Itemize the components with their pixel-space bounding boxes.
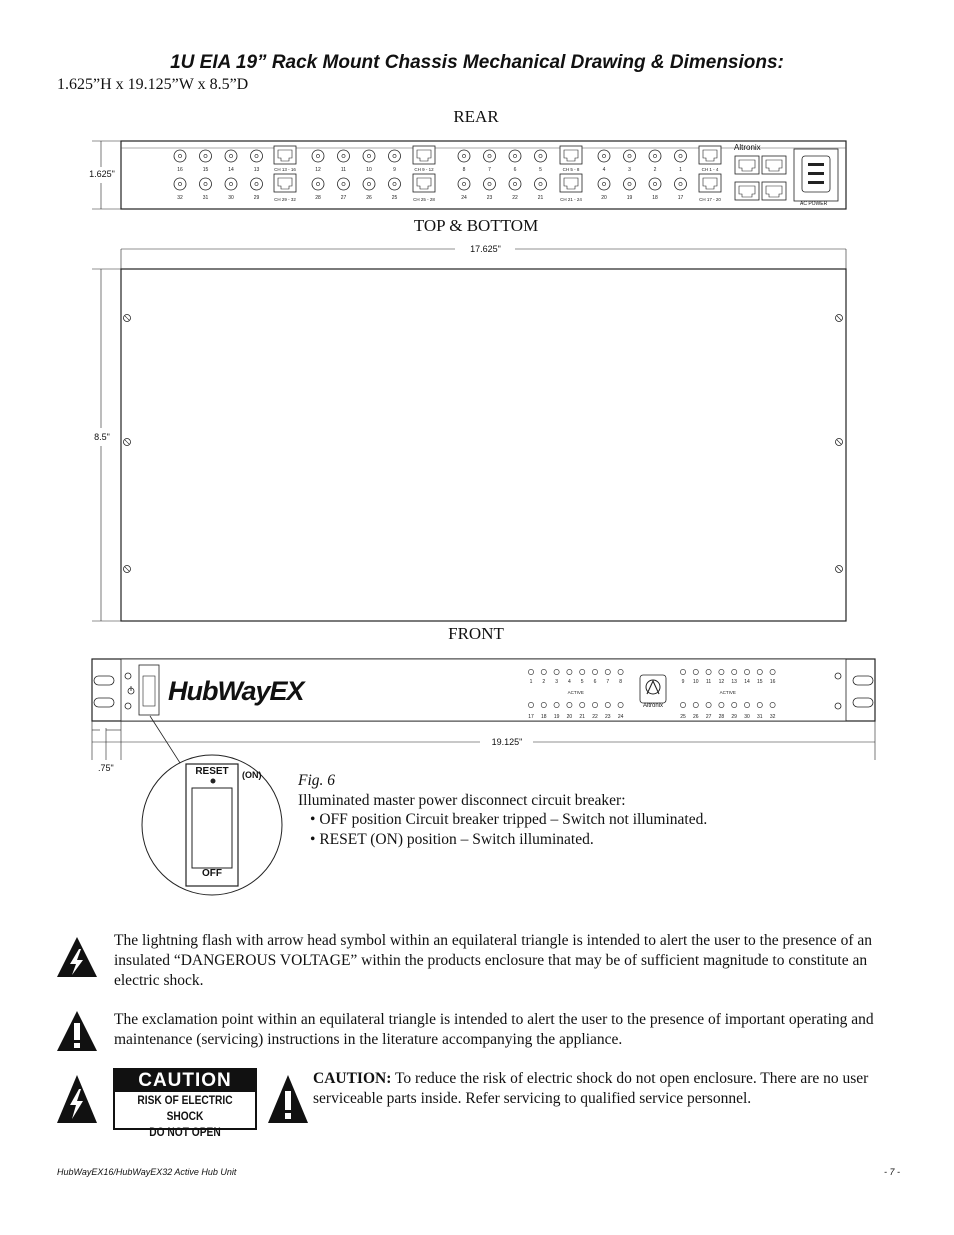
led-indicator — [732, 669, 737, 674]
bnc-connector-icon — [200, 150, 212, 162]
bnc-connector-icon — [458, 178, 470, 190]
caution-label-box — [113, 1068, 257, 1139]
bnc-connector-icon — [200, 178, 212, 190]
led-indicator — [770, 702, 775, 707]
led-indicator — [580, 702, 585, 707]
led-indicator — [541, 702, 546, 707]
bnc-connector-icon — [675, 150, 687, 162]
led-indicator — [567, 702, 572, 707]
port-number: 14 — [228, 167, 234, 173]
led-number: 22 — [592, 714, 598, 720]
port-number: 22 — [512, 195, 518, 201]
port-number: 31 — [202, 195, 209, 201]
led-indicator — [618, 669, 623, 674]
depth-dim: 8.5" — [94, 432, 110, 442]
led-number: 10 — [693, 679, 699, 685]
bnc-connector-icon — [624, 178, 636, 190]
port-number: 19 — [626, 195, 633, 201]
led-indicator — [541, 669, 546, 674]
led-indicator — [680, 702, 685, 707]
bnc-connector-icon — [458, 150, 470, 162]
led-number: 21 — [579, 714, 585, 720]
port-number: 32 — [177, 195, 183, 201]
led-number: 28 — [718, 714, 725, 720]
port-number: 4 — [602, 167, 606, 173]
figure-caption — [298, 771, 858, 849]
led-number: 12 — [718, 679, 725, 685]
port-number: 2 — [653, 167, 657, 173]
bnc-connector-icon — [598, 178, 610, 190]
reset-label: RESET — [195, 766, 229, 777]
rear-label: REAR — [453, 107, 499, 126]
led-number: 19 — [553, 714, 560, 720]
led-number: 20 — [566, 714, 573, 720]
led-indicator — [592, 702, 597, 707]
bnc-connector-icon — [484, 150, 496, 162]
bnc-connector-icon — [509, 178, 521, 190]
rj-channel-label: CH 5 - 8 — [562, 167, 580, 172]
port-number: 24 — [461, 195, 467, 201]
rear-brand: Altronix — [734, 143, 761, 152]
front-width-dim: 19.125" — [491, 737, 523, 747]
led-indicator — [744, 702, 749, 707]
bnc-connector-icon — [174, 178, 186, 190]
led-number: 27 — [705, 714, 712, 720]
lightning-warning-text: The lightning flash with arrow head symbol within an equilateral triangle is intended to alert the user to the presence of an insulated “DANGEROUS VOLTAGE” within the products enclosure that may be of sufficient magnitude to constitute an electric shock. — [114, 932, 872, 989]
port-number: 13 — [253, 167, 260, 173]
led-indicator — [757, 702, 762, 707]
led-indicator — [592, 669, 597, 674]
led-indicator — [719, 702, 724, 707]
hubwayex-logo: HubWayEX — [168, 676, 304, 706]
led-number: 31 — [757, 714, 763, 720]
led-number: 3 — [555, 679, 558, 685]
led-indicator — [693, 702, 698, 707]
bnc-connector-icon — [649, 178, 661, 190]
port-number: 8 — [462, 167, 466, 173]
active-label: ACTIVE — [567, 690, 584, 695]
led-indicator — [680, 669, 685, 674]
led-indicator — [693, 669, 698, 674]
bnc-connector-icon — [363, 150, 375, 162]
off-label: OFF — [202, 868, 222, 879]
bullet-off: • OFF position Circuit breaker tripped – Switch not illuminated. — [310, 810, 858, 830]
bnc-connector-icon — [675, 178, 687, 190]
bnc-connector-icon — [338, 150, 350, 162]
led-number: 26 — [693, 714, 699, 720]
bnc-connector-icon — [624, 150, 636, 162]
bnc-connector-icon — [389, 178, 401, 190]
on-label: (ON) — [242, 770, 262, 780]
led-number: 18 — [541, 714, 547, 720]
bnc-connector-icon — [389, 150, 401, 162]
bnc-connector-icon — [484, 178, 496, 190]
front-brand: Altronix — [642, 703, 663, 709]
led-number: 1 — [529, 679, 533, 685]
port-number: 20 — [601, 195, 607, 201]
bnc-connector-icon — [251, 178, 263, 190]
bnc-connector-icon — [363, 178, 375, 190]
port-number: 12 — [315, 167, 321, 173]
led-number: 8 — [619, 679, 622, 685]
figure-label: Fig. 6 — [298, 772, 336, 789]
active-label: ACTIVE — [719, 690, 736, 695]
led-indicator — [744, 669, 749, 674]
led-indicator — [554, 669, 559, 674]
front-label: FRONT — [448, 624, 504, 643]
led-indicator — [567, 669, 572, 674]
rj-channel-label: CH 17 - 20 — [699, 197, 721, 202]
top-bottom-panel — [92, 249, 846, 621]
caution-box-line2: DO NOT OPEN — [149, 1125, 221, 1139]
led-indicator — [706, 702, 711, 707]
bnc-connector-icon — [174, 150, 186, 162]
led-indicator — [528, 702, 533, 707]
port-number: 18 — [652, 195, 658, 201]
led-number: 23 — [605, 714, 611, 720]
led-indicator — [580, 669, 585, 674]
port-number: 16 — [177, 167, 183, 173]
caution-bold: CAUTION: — [313, 1070, 392, 1087]
bnc-connector-icon — [312, 178, 324, 190]
port-number: 27 — [340, 195, 347, 201]
ear-dim: .75" — [98, 763, 114, 773]
led-number: 4 — [568, 679, 571, 685]
rj-channel-label: CH 1 - 4 — [701, 167, 719, 172]
port-number: 28 — [315, 195, 321, 201]
caution-exclamation-icon — [266, 1071, 310, 1127]
led-indicator — [605, 669, 610, 674]
port-number: 29 — [253, 195, 260, 201]
rj-channel-label: CH 25 - 28 — [413, 197, 435, 202]
led-indicator — [732, 702, 737, 707]
rj-channel-label: CH 9 - 12 — [414, 167, 434, 172]
led-number: 15 — [757, 679, 763, 685]
port-number: 3 — [628, 167, 631, 173]
led-number: 6 — [593, 679, 597, 685]
caution-text — [313, 1069, 893, 1109]
led-indicator — [719, 669, 724, 674]
exclamation-triangle-icon — [55, 1009, 99, 1053]
led-indicator — [770, 669, 775, 674]
figure-description: Illuminated master power disconnect circuit breaker: — [298, 791, 626, 809]
bnc-connector-icon — [649, 150, 661, 162]
exclamation-warning-text: The exclamation point within an equilateral triangle is intended to alert the user to the presence of important operating and maintenance (servicing) instructions in the literature accompanying the appliance. — [114, 1011, 874, 1048]
footer-left: HubWayEX16/HubWayEX32 Active Hub Unit — [57, 1167, 237, 1177]
led-number: 5 — [580, 679, 584, 685]
led-number: 29 — [731, 714, 737, 720]
caution-box-line1: RISK OF ELECTRIC SHOCK — [137, 1093, 233, 1123]
port-number: 6 — [513, 167, 517, 173]
port-number: 1 — [679, 167, 682, 173]
rear-panel — [92, 141, 846, 209]
caution-body: To reduce the risk of electric shock do not open enclosure. There are no user serviceable parts inside. Refer servicing to qualified service personnel. — [313, 1070, 869, 1107]
led-indicator — [528, 669, 533, 674]
page-subtitle: 1.625”H x 19.125”W x 8.5”D — [57, 76, 249, 93]
led-number: 11 — [705, 679, 712, 685]
port-number: 23 — [486, 195, 493, 201]
page-title: 1U EIA 19” Rack Mount Chassis Mechanical Drawing & Dimensions: — [170, 52, 784, 73]
led-number: 17 — [528, 714, 534, 720]
led-indicator — [605, 702, 610, 707]
port-number: 26 — [366, 195, 372, 201]
lightning-triangle-icon — [55, 935, 99, 979]
port-number: 11 — [340, 167, 347, 173]
port-number: 15 — [202, 167, 209, 173]
led-indicator — [706, 669, 711, 674]
rj-channel-label: CH 29 - 32 — [274, 197, 296, 202]
rear-height-dim: 1.625" — [89, 169, 115, 179]
bnc-connector-icon — [225, 150, 237, 162]
port-number: 30 — [228, 195, 234, 201]
port-number: 17 — [677, 195, 684, 201]
caution-box-title: CAUTION — [115, 1070, 255, 1092]
port-number: 10 — [366, 167, 372, 173]
port-number: 9 — [393, 167, 396, 173]
led-number: 9 — [681, 679, 685, 685]
led-indicator — [618, 702, 623, 707]
led-indicator — [554, 702, 559, 707]
bnc-connector-icon — [338, 178, 350, 190]
figure-bullets — [298, 810, 858, 849]
led-number: 2 — [542, 679, 546, 685]
led-number: 16 — [769, 679, 776, 685]
port-number: 7 — [488, 167, 491, 173]
led-number: 32 — [769, 714, 776, 720]
port-number: 25 — [391, 195, 398, 201]
port-number: 5 — [539, 167, 542, 173]
top-bottom-label: TOP & BOTTOM — [413, 216, 539, 235]
led-number: 13 — [731, 679, 737, 685]
bnc-connector-icon — [509, 150, 521, 162]
altronix-logo-icon — [640, 675, 666, 703]
footer-page-number: - 7 - — [883, 1167, 900, 1177]
power-label: AC POWER — [800, 201, 828, 207]
bnc-connector-icon — [312, 150, 324, 162]
led-number: 30 — [744, 714, 750, 720]
rj-channel-label: CH 13 - 16 — [274, 167, 296, 172]
bullet-reset: • RESET (ON) position – Switch illuminated. — [310, 830, 858, 850]
bnc-connector-icon — [535, 150, 547, 162]
port-number: 21 — [537, 195, 544, 201]
led-number: 7 — [606, 679, 610, 685]
bnc-connector-icon — [225, 178, 237, 190]
led-number: 24 — [617, 714, 624, 720]
width-dim: 17.625" — [470, 244, 501, 254]
caution-lightning-icon — [55, 1071, 99, 1127]
bnc-connector-icon — [535, 178, 547, 190]
bnc-connector-icon — [598, 150, 610, 162]
led-number: 14 — [744, 679, 750, 685]
rj-channel-label: CH 21 - 24 — [560, 197, 582, 202]
led-number: 25 — [680, 714, 686, 720]
led-indicator — [757, 669, 762, 674]
bnc-connector-icon — [251, 150, 263, 162]
